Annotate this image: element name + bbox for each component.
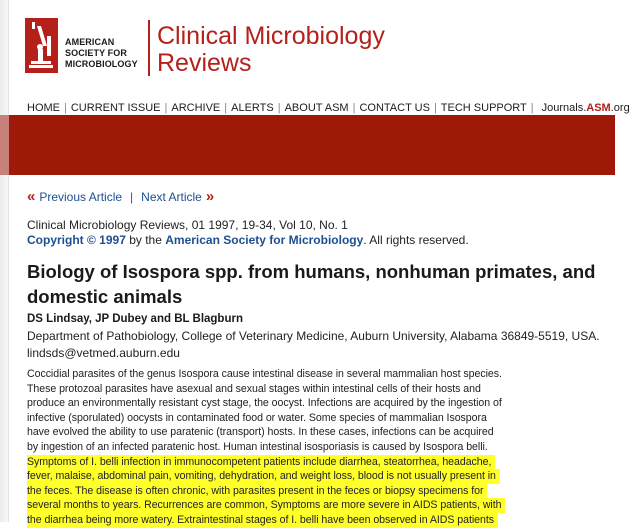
- next-article-link[interactable]: Next Article: [141, 190, 202, 204]
- nav-separator: |: [433, 102, 437, 114]
- banner-band: [9, 115, 615, 175]
- previous-article-link[interactable]: Previous Article: [39, 190, 123, 204]
- abstract: [27, 367, 617, 528]
- nav-home[interactable]: HOME: [27, 102, 60, 114]
- nav-tech-support[interactable]: TECH SUPPORT: [440, 102, 527, 114]
- abstract-line: Coccidial parasites of the genus Isospora cause intestinal disease in several mammalian host species.: [27, 368, 502, 380]
- asm-society-link[interactable]: American Society for Microbiology: [165, 233, 364, 247]
- org-name: AMERICAN SOCIETY FOR MICROBIOLOGY: [65, 37, 138, 69]
- highlight-text: several months to years. Recurrences are common, Symptoms are more severe in AIDS patients, with: [27, 498, 505, 513]
- journal-title[interactable]: Clinical Microbiology Reviews: [157, 22, 385, 77]
- double-chevron-left-icon: «: [27, 188, 36, 205]
- nav-alerts[interactable]: ALERTS: [231, 102, 274, 114]
- highlight-text: Symptoms of I. belli infection in immunocompetent patients include diarrhea, steatorrhea, headache,: [27, 455, 495, 470]
- highlight-text: the feces. The disease is often chronic, with parasites present in the feces or biopsy specimens for: [27, 484, 487, 499]
- copyright-line: Copyright © 1997 by the American Society for Microbiology. All rights reserved.: [27, 233, 469, 247]
- double-chevron-right-icon: »: [205, 188, 215, 205]
- nav-contact-us[interactable]: CONTACT US: [359, 102, 430, 114]
- nav-separator: |: [64, 102, 67, 114]
- nav-separator: |: [164, 102, 168, 114]
- highlighted-line: [27, 484, 617, 499]
- copyright-link[interactable]: Copyright © 1997: [27, 233, 126, 247]
- highlight-text: the diarrhea being more watery. Extraintestinal stages of I. belli have been observed in AIDS patients: [27, 513, 498, 528]
- pager-separator: |: [130, 190, 134, 204]
- asm-logo[interactable]: [25, 18, 140, 76]
- highlighted-line: [27, 455, 617, 470]
- nav-archive[interactable]: ARCHIVE: [171, 102, 221, 114]
- nav-separator: |: [352, 102, 356, 114]
- abstract-line: These protozoal parasites have asexual and sexual stages within intestinal cells of their hosts and: [27, 382, 481, 395]
- nav-journals-asm[interactable]: Journals.ASM.org: [541, 102, 630, 114]
- highlight-text: fever, malaise, abdominal pain, vomiting, dehydration, and weight loss, blood is not usually present in: [27, 469, 500, 484]
- microscope-logo-icon: [25, 18, 58, 73]
- nav-separator: |: [224, 102, 228, 114]
- nav-current-issue[interactable]: CURRENT ISSUE: [70, 102, 161, 114]
- top-nav: [27, 101, 630, 115]
- article-pager: [27, 190, 214, 204]
- abstract-line: have evolved the ability to use paratenic (transport) hosts. In these cases, infections can be acquired: [27, 426, 494, 439]
- highlighted-line: [27, 469, 617, 484]
- highlighted-line: [27, 498, 617, 513]
- article-authors: DS Lindsay, JP Dubey and BL Blagburn: [27, 313, 243, 325]
- highlighted-line: [27, 513, 617, 528]
- logo-divider: [148, 20, 150, 76]
- nav-about-asm[interactable]: ABOUT ASM: [284, 102, 349, 114]
- left-edge-strip: [0, 0, 9, 522]
- citation: Clinical Microbiology Reviews, 01 1997, 19-34, Vol 10, No. 1: [27, 218, 348, 232]
- author-affiliation: Department of Pathobiology, College of Veterinary Medicine, Auburn University, Alabama 36849-5519, USA. lindsds@vetmed.auburn.edu: [27, 329, 600, 360]
- nav-separator: |: [530, 102, 534, 114]
- abstract-line: by ingestion of an infected paratenic host. Human intestinal isosporiasis is caused by Isospora belli.: [27, 440, 488, 453]
- abstract-line: produce an environmentally resistant cyst stage, the oocyst. Infections are acquired by the ingestion of: [27, 397, 502, 410]
- article-title: Biology of Isospora spp. from humans, nonhuman primates, and domestic animals: [27, 261, 596, 307]
- abstract-line: infective (sporulated) oocysts in contaminated food or water. Some species of mammalian Isospora: [27, 411, 487, 424]
- nav-separator: |: [277, 102, 281, 114]
- banner-edge: [0, 115, 9, 175]
